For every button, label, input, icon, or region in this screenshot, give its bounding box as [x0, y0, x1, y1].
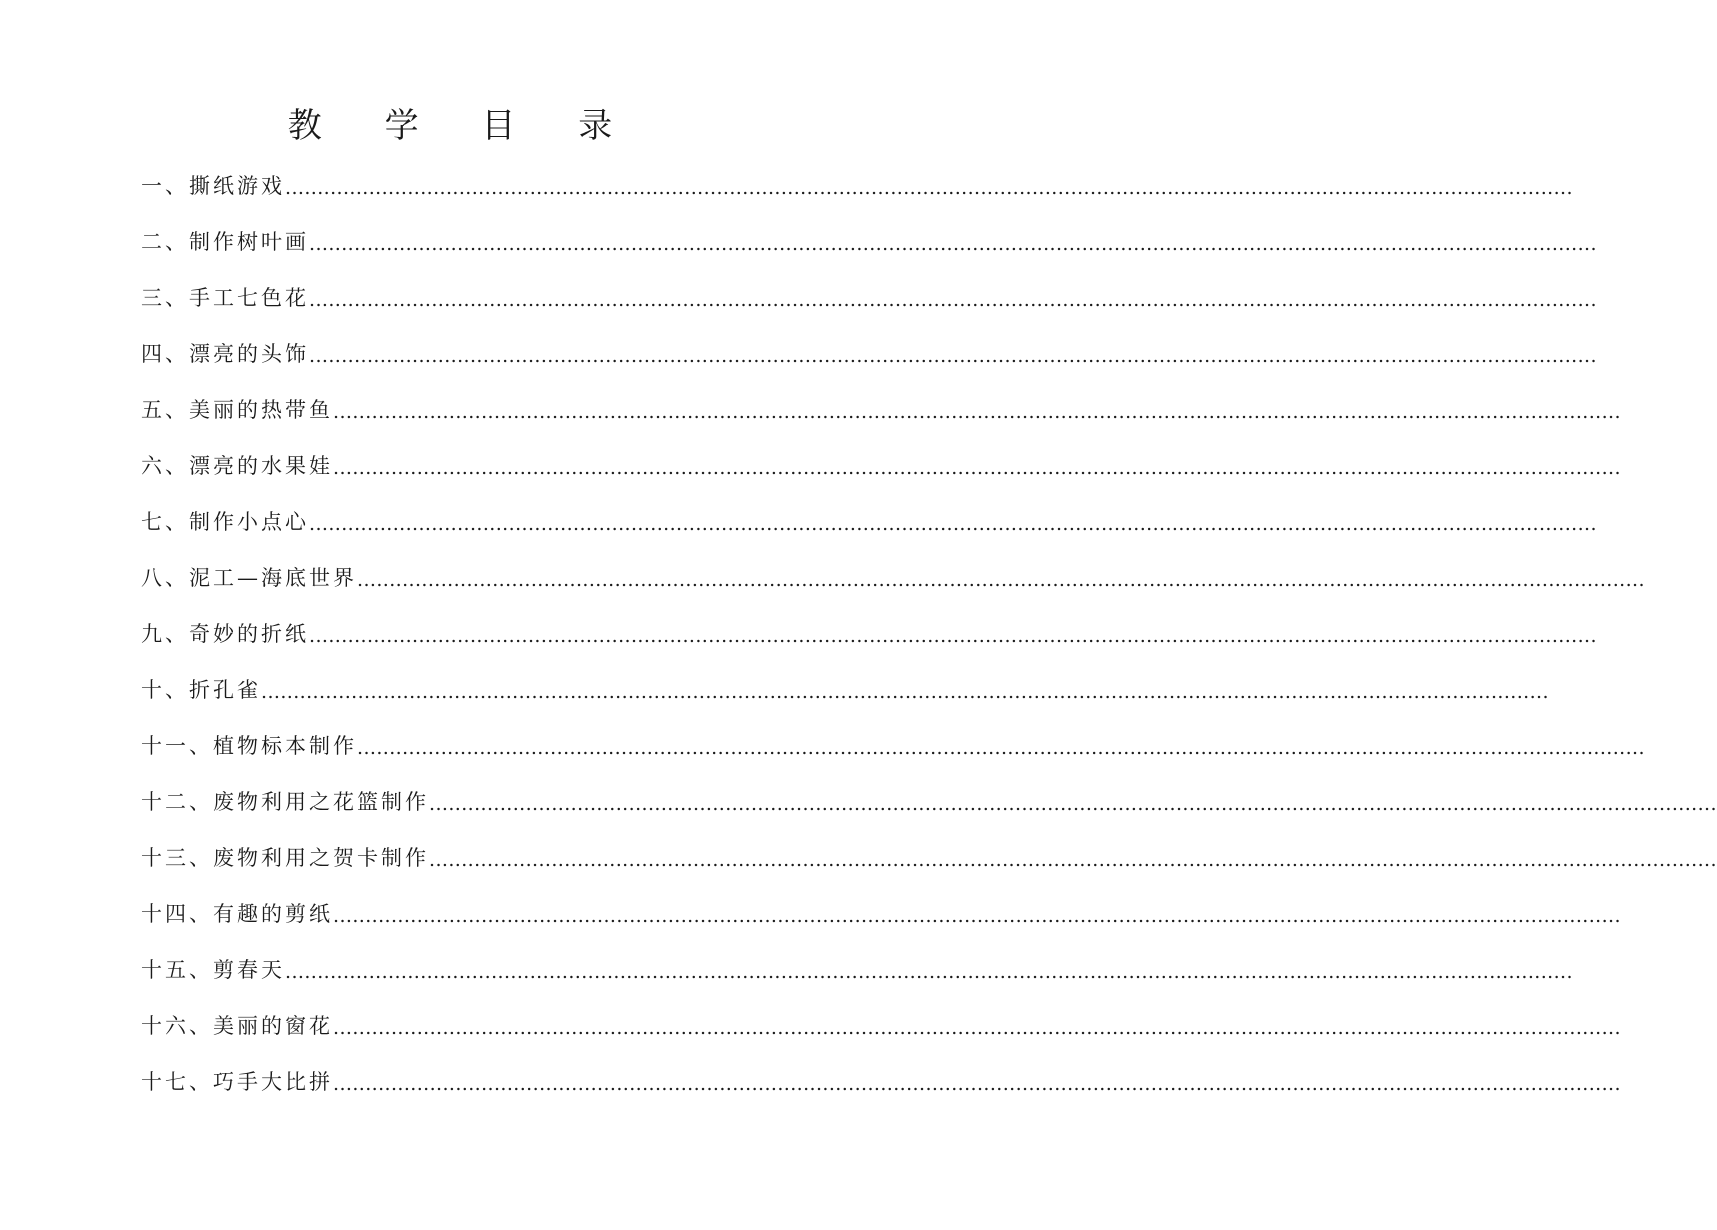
- toc-entry-2[interactable]: [141, 224, 1597, 280]
- toc-entry-label: 五、美丽的热带鱼: [141, 398, 333, 422]
- toc-entry-14[interactable]: [141, 896, 1621, 952]
- dot-leader: ........................................................................................................................................................................................................: [309, 625, 1597, 647]
- dot-leader: ........................................................................................................................................................................................................: [309, 345, 1597, 367]
- toc-entry-8[interactable]: [141, 560, 1645, 616]
- toc-entry-label: 十六、美丽的窗花: [141, 1014, 333, 1038]
- page-title: 教 学 目 录: [287, 106, 639, 146]
- dot-leader: ........................................................................................................................................................................................................: [357, 737, 1645, 759]
- dot-leader: ........................................................................................................................................................................................................: [261, 681, 1549, 703]
- dot-leader: ........................................................................................................................................................................................................: [333, 1017, 1621, 1039]
- toc-entry-label: 十、折孔雀: [141, 678, 261, 702]
- toc-entry-12[interactable]: [141, 784, 1717, 840]
- toc-entry-label: 四、漂亮的头饰: [141, 342, 309, 366]
- toc-entry-label: 十四、有趣的剪纸: [141, 902, 333, 926]
- toc-entry-15[interactable]: [141, 952, 1573, 1008]
- toc-entry-4[interactable]: [141, 336, 1597, 392]
- toc-entry-label: 八、泥工—海底世界: [141, 566, 357, 590]
- toc-entry-9[interactable]: [141, 616, 1597, 672]
- dot-leader: ........................................................................................................................................................................................................: [285, 177, 1573, 199]
- dot-leader: ........................................................................................................................................................................................................: [309, 289, 1597, 311]
- toc-entry-13[interactable]: [141, 840, 1717, 896]
- dot-leader: ........................................................................................................................................................................................................: [357, 569, 1645, 591]
- dot-leader: ........................................................................................................................................................................................................: [333, 401, 1621, 423]
- table-of-contents: [141, 168, 1717, 1120]
- toc-entry-label: 十三、废物利用之贺卡制作: [141, 846, 429, 870]
- dot-leader: ........................................................................................................................................................................................................: [429, 849, 1717, 871]
- toc-entry-label: 三、手工七色花: [141, 286, 309, 310]
- dot-leader: ........................................................................................................................................................................................................: [309, 233, 1597, 255]
- toc-entry-label: 一、撕纸游戏: [141, 174, 285, 198]
- toc-entry-label: 十七、巧手大比拼: [141, 1070, 333, 1094]
- dot-leader: ........................................................................................................................................................................................................: [285, 961, 1573, 983]
- toc-entry-17[interactable]: [141, 1064, 1621, 1120]
- toc-entry-label: 六、漂亮的水果娃: [141, 454, 333, 478]
- toc-entry-label: 十五、剪春天: [141, 958, 285, 982]
- toc-entry-11[interactable]: [141, 728, 1645, 784]
- toc-entry-1[interactable]: [141, 168, 1573, 224]
- toc-entry-label: 十二、废物利用之花篮制作: [141, 790, 429, 814]
- dot-leader: ........................................................................................................................................................................................................: [333, 1073, 1621, 1095]
- dot-leader: ........................................................................................................................................................................................................: [309, 513, 1597, 535]
- toc-entry-label: 二、制作树叶画: [141, 230, 309, 254]
- dot-leader: ........................................................................................................................................................................................................: [333, 905, 1621, 927]
- toc-entry-5[interactable]: [141, 392, 1621, 448]
- toc-entry-3[interactable]: [141, 280, 1597, 336]
- toc-entry-label: 十一、植物标本制作: [141, 734, 357, 758]
- dot-leader: ........................................................................................................................................................................................................: [333, 457, 1621, 479]
- toc-entry-10[interactable]: [141, 672, 1549, 728]
- toc-entry-label: 七、制作小点心: [141, 510, 309, 534]
- toc-entry-6[interactable]: [141, 448, 1621, 504]
- toc-entry-16[interactable]: [141, 1008, 1621, 1064]
- dot-leader: ........................................................................................................................................................................................................: [429, 793, 1717, 815]
- toc-entry-7[interactable]: [141, 504, 1597, 560]
- toc-entry-label: 九、奇妙的折纸: [141, 622, 309, 646]
